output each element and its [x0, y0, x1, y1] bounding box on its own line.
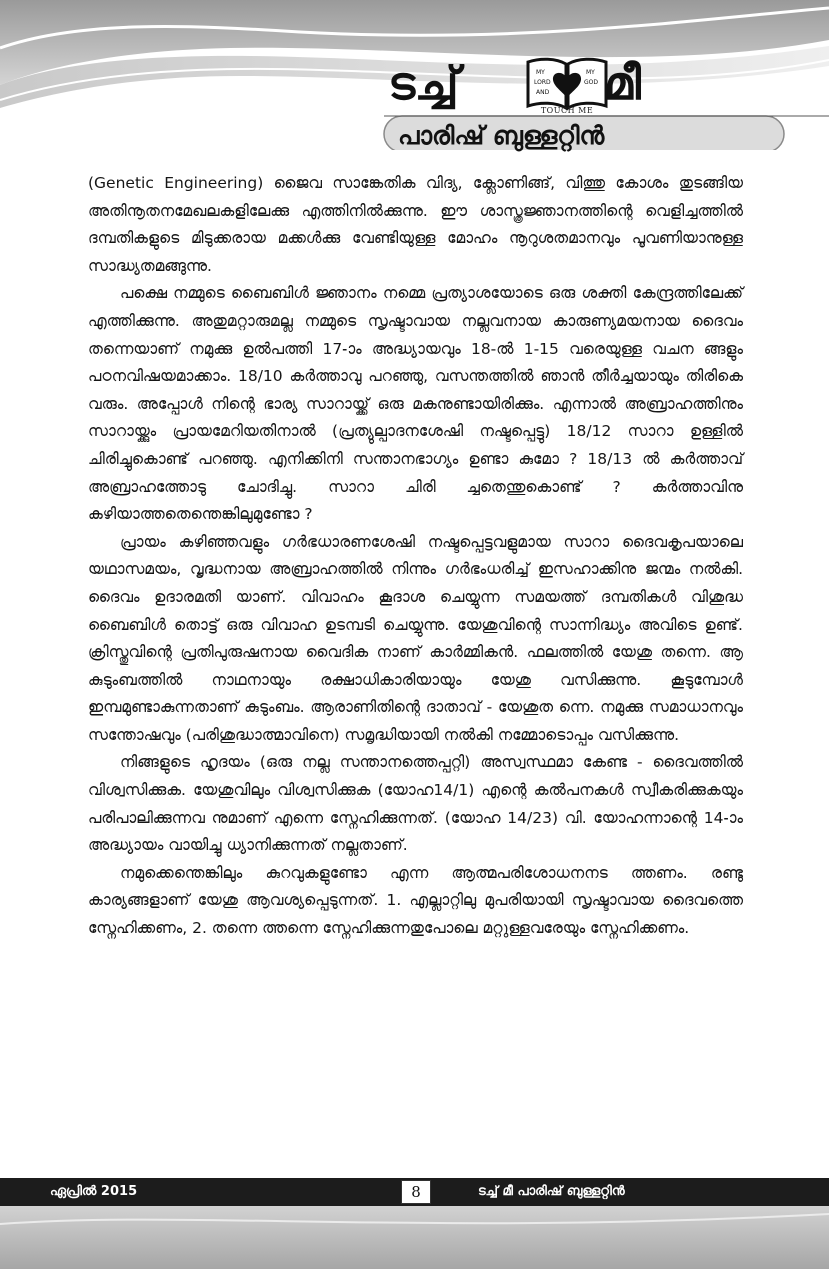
logo-word-me: മീ — [604, 56, 642, 110]
logo-tagline: TOUCH ME — [540, 106, 594, 115]
open-bible-heart-icon — [526, 56, 608, 112]
paragraph-2: പക്ഷെ നമ്മുടെ ബൈബിൾ ജ്ഞാനം നമ്മെ പ്രത്യാശയോടെ ഒരു ശക്തി കേന്ദ്രത്തിലേക്ക് എത്തിക്കുന്നു. അതുമറ്റാരുമല്ല നമ്മുടെ സൃഷ്ടാവായ നല്ലവനായ കാരുണ്യമയനായ ദൈവം തന്നെയാണ് നമുക്കു ഉൽപത്തി 17-ാം അദ്ധ്യായവും 18-ൽ 1-15 വരെയുള്ള വചന ങ്ങളും പഠനവിഷയമാക്കാം. 18/10 കർത്താവു പറഞ്ഞു, വസന്തത്തിൽ ഞാൻ തീർച്ചയായും തിരികെ വരും. അപ്പോൾ നിന്റെ ഭാര്യ സാറായ്ക്ക് ഒരു മകനുണ്ടായിരിക്കും. എന്നാൽ അബ്രാഹത്തിനും സാറായ്ക്കും പ്രായമേറിയതിനാൽ (പ്രത്യുല്പാദനശേഷി നഷ്ടപ്പെട്ടു) 18/12 സാറാ ഉള്ളിൽ ചിരിച്ചുകൊണ്ട് പറഞ്ഞു. എനിക്കിനി സന്താനഭാഗ്യം ഉണ്ടാ കുമോ ? 18/13 ൽ കർത്താവ് അബ്രാഹത്തോടു ചോദിച്ചു. സാറാ ചിരി ച്ചതെന്തുകൊണ്ട് ? കർത്താവിനു കഴിയാത്തതെന്തെങ്കിലുമുണ്ടോ ? — [88, 284, 743, 524]
paragraph-3: പ്രായം കഴിഞ്ഞവളും ഗർഭധാരണശേഷി നഷ്ടപ്പെട്ടവളുമായ സാറാ ദൈവകൃപയാലെ യഥാസമയം, വൃദ്ധനായ അബ്രാഹത്തിൽ നിന്നും ഗർഭംധരിച്ച് ഇസഹാക്കിനു ജന്മം നൽകി. ദൈവം ഉദാരമതി യാണ്. വിവാഹം കൂദാശ ചെയ്യുന്ന സമയത്ത് ദമ്പതികൾ വിശുദ്ധ ബൈബിൾ തൊട്ട് ഒരു വിവാഹ ഉടമ്പടി ചെയ്യുന്നു. യേശുവിന്റെ സാന്നിദ്ധ്യം അവിടെ ഉണ്ട്. ക്രിസ്തുവിന്റെ പ്രതിപുരുഷനായ വൈദിക നാണ് കാർമ്മികൻ. ഫലത്തിൽ യേശു തന്നെ. ആ കുടുംബത്തിൽ നാഥനായും രക്ഷാധികാരിയായും യേശു വസിക്കുന്നു. കൂടുമ്പോൾ ഇമ്പമുണ്ടാകുന്നതാണ് കുടുംബം. ആരാണിതിന്റെ ദാതാവ് - യേശുത ന്നെ. നമുക്കു സമാധാനവും സന്തോഷവും (പരിശുദ്ധാത്മാവിനെ) സമൃദ്ധിയായി നൽകി നമ്മോടൊപ്പം വസിക്കുന്നു. — [88, 532, 743, 744]
paragraph-5: നമുക്കെന്തെങ്കിലും കുറവുകളുണ്ടോ എന്ന ആത്മപരിശോധനനട ത്തണം. രണ്ടു കാര്യങ്ങളാണ് യേശു ആവശ്യപ്പെടുന്നത്. 1. എല്ലാറ്റിലു മുപരിയായി സൃഷ്ടാവായ ദൈവത്തെ സ്നേഹിക്കണം, 2. തന്നെ ത്തന്നെ സ്നേഹിക്കുന്നതുപോലെ മറ്റുള്ളവരേയും സ്നേഹിക്കണം. — [88, 863, 743, 938]
touch-me-logo — [388, 48, 688, 118]
page-number: 8 — [401, 1180, 431, 1204]
book-text-right-2: GOD — [584, 79, 598, 86]
paragraph-4: നിങ്ങളുടെ ഹൃദയം (ഒരു നല്ല സന്താനത്തെപ്പറ്റി) അസ്വസ്ഥമാ കേണ്ട - ദൈവത്തിൽ വിശ്വസിക്കുക. യേശുവിലും വിശ്വസിക്കുക (യോഹ14/1) എന്റെ കൽപനകൾ സ്വീകരിക്കുകയും പരിപാലിക്കുന്നവ നുമാണ് എന്നെ സ്നേഹിക്കുന്നത്. (യോഹ 14/23) വി. യോഹന്നാന്റെ 14-ാം അദ്ധ്യായം വായിച്ചു ധ്യാനിക്കുന്നത് നല്ലതാണ്. — [88, 753, 743, 855]
article-body — [88, 170, 743, 943]
book-text-left-1: MY — [536, 69, 545, 76]
footer-publication-name: ടച്ച് മീ പാരിഷ് ബുള്ളറ്റിൻ — [478, 1184, 625, 1199]
book-text-left-3: AND — [536, 89, 550, 96]
logo-word-touch: ടച്ച് — [388, 56, 459, 110]
book-text-left-2: LORD — [534, 79, 551, 86]
paragraph-1: (Genetic Engineering) ജൈവ സാങ്കേതിക വിദ്യ, ക്ലോണിങ്ങ്, വിത്തു കോശം തുടങ്ങിയ അതിനൂതനമേഖലകളിലേക്കു എത്തിനിൽക്കുന്നു. ഈ ശാസ്ത്രജ്ഞാനത്തിന്റെ വെളിച്ചത്തിൽ ദമ്പതികളുടെ മിടുക്കരായ മക്കൾക്കു വേണ്ടിയുള്ള മോഹം നൂറുശതമാനവും പൂവണിയാനുള്ള സാദ്ധ്യതമങ്ങുന്നു. — [88, 174, 743, 275]
book-text-right-1: MY — [586, 69, 595, 76]
footer-date: ഏപ്രിൽ 2015 — [50, 1184, 138, 1199]
footer-swoosh-art — [0, 1206, 829, 1269]
page-footer — [0, 1178, 829, 1206]
bulletin-title: പാരിഷ് ബുള്ളറ്റിൻ — [398, 121, 605, 150]
